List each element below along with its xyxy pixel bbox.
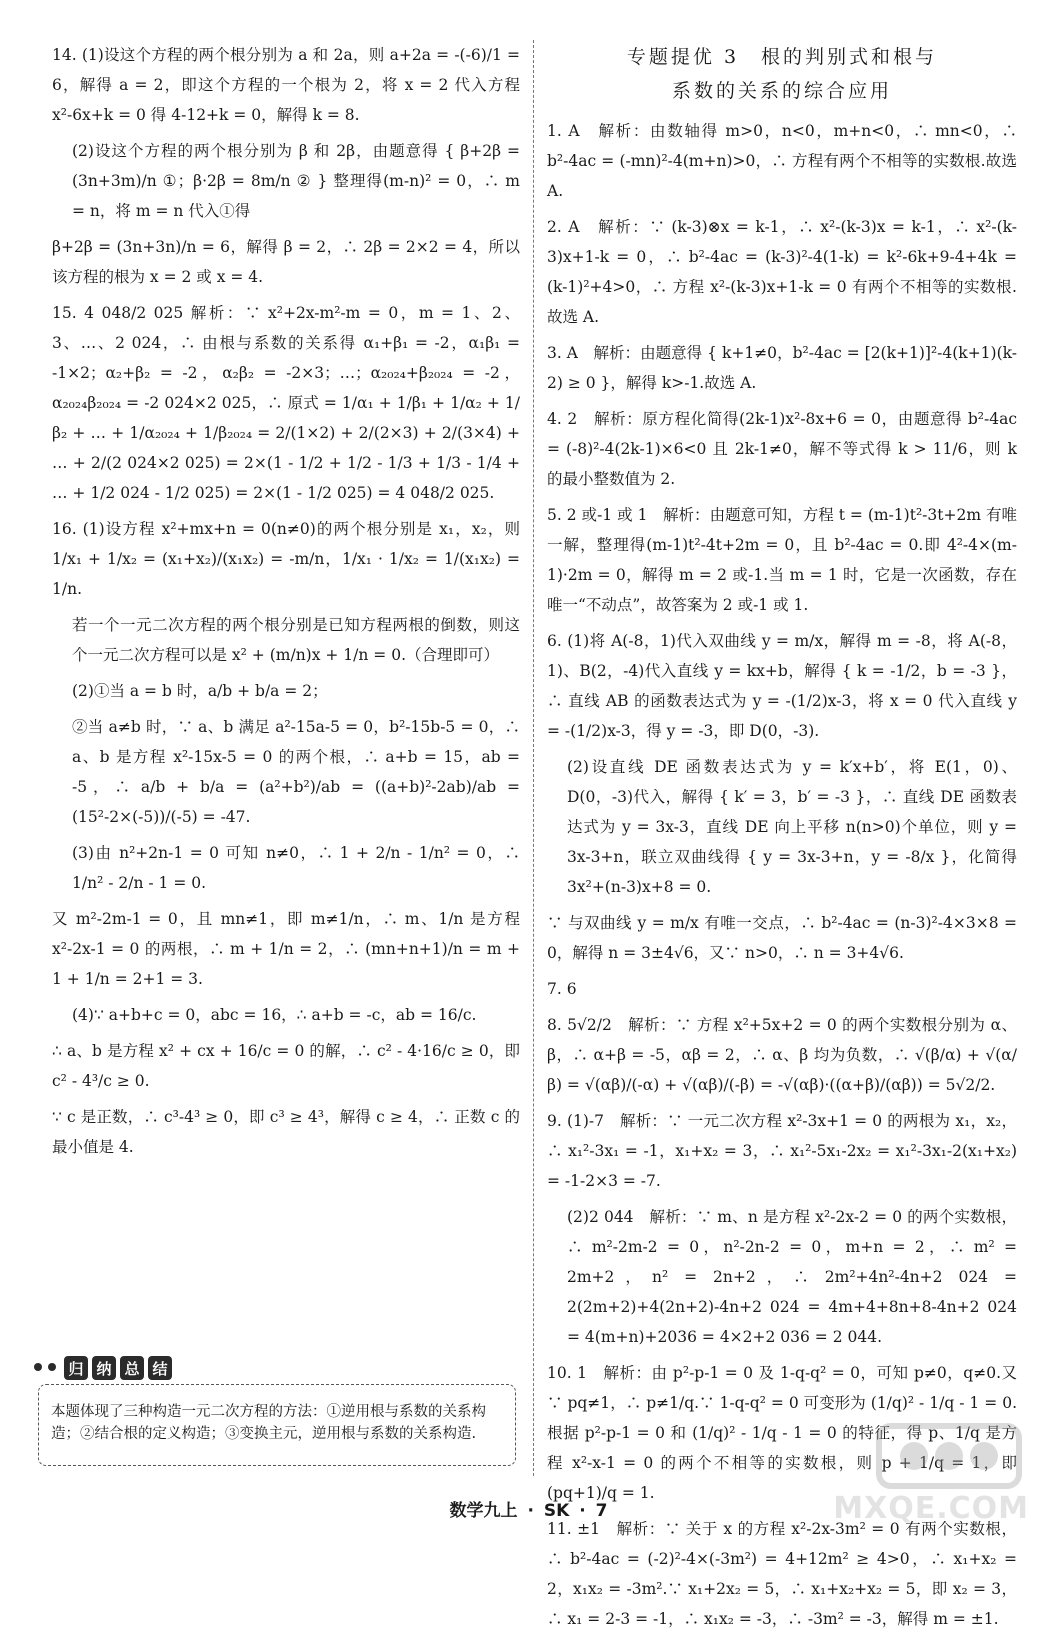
footer-page-number: 7 bbox=[595, 1501, 608, 1521]
answer-16-reciprocal: 若一个一元二次方程的两个根分别是已知方程两根的倒数，则这个一元二次方程可以是 x² + (m/n)x + 1/n = 0.（合理即可） bbox=[72, 616, 520, 664]
bullet-icon bbox=[48, 1363, 56, 1371]
summary-box bbox=[38, 1384, 516, 1466]
topic-title-line1: 专题提优 3 根的判别式和根与 bbox=[626, 46, 938, 68]
answer-15: 15. 4 048/2 025 解析：∵ x²+2x-m²-m = 0，m = 1、2、3、…、2 024，∴ 由根与系数的关系得 α₁+β₁ = -2，α₁β₁ = -1×2；α₂+β₂ = -2，α₂β₂ = -2×3；…；α₂₀₂₄+β₂₀₂₄ = -2，α₂₀₂₄β₂₀₂₄ = -2 024×2 025，∴ 原式 = 1/α₁ + 1/β₁ + 1/α₂ + 1/β₂ + … + 1/α₂₀₂₄ + 1/β₂₀₂₄ = 2/(1×2) + 2/(2×3) + 2/(3×4) + … + 2/(2 024×2 025) = 2×(1 - 1/2 + 1/2 - 1/3 + 1/3 - 1/4 + … + 1/2 024 - 1/2 025) = 2×(1 - 1/2 025) = 4 048/2 025. bbox=[52, 304, 520, 502]
answer-r4: 4. 2 解析：原方程化简得(2k-1)x²-8x+6 = 0，由题意得 b²-4ac = (-8)²-4(2k-1)×6<0 且 2k-1≠0，解不等式得 k > 11/6，则 k 的最小整数值为 2. bbox=[547, 410, 1017, 488]
answer-r3: 3. A 解析：由题意得 { k+1≠0，b²-4ac = [2(k+1)]²-4(k+1)(k-2) ≥ 0 }，解得 k>-1.故选 A. bbox=[547, 344, 1017, 392]
answer-r7: 7. 6 bbox=[547, 980, 577, 998]
answer-r9-part1: 9. (1)-7 解析：∵ 一元二次方程 x²-3x+1 = 0 的两根为 x₁，x₂，∴ x₁²-3x₁ = -1，x₁+x₂ = 3，∴ x₁²-5x₁-2x₂ = x₁²-3x₁-2(x₁+x₂) = -1-2×3 = -7. bbox=[547, 1112, 1017, 1190]
left-column bbox=[52, 40, 520, 1486]
answer-16-part1: 16. (1)设方程 x²+mx+n = 0(n≠0)的两个根分别是 x₁，x₂，则 1/x₁ + 1/x₂ = (x₁+x₂)/(x₁x₂) = -m/n，1/x₁ · 1/x₂ = 1/(x₁x₂) = 1/n. bbox=[52, 520, 520, 598]
answer-14-part1: 14. (1)设这个方程的两个根分别为 a 和 2a，则 a+2a = -(-6)/1 = 6，解得 a = 2，即这个方程的一个根为 2，将 x = 2 代入方程 x²-6x+k = 0 得 4-12+k = 0，解得 k = 8. bbox=[52, 46, 520, 124]
answer-16-part4-cont: ∴ a、b 是方程 x² + cx + 16/c = 0 的解，∴ c² - 4·16/c ≥ 0，即 c² - 4³/c ≥ 0. bbox=[52, 1042, 520, 1090]
bullet-icon bbox=[34, 1363, 42, 1371]
watermark-logo bbox=[833, 1416, 1029, 1526]
summary-tag bbox=[30, 1354, 168, 1384]
answer-14-part2: (2)设这个方程的两个根分别为 β 和 2β，由题意得 { β+2β = (3n+3m)/n ①；β·2β = 8m/n ② } 整理得(m-n)² = 0，∴ m = n，将 m = n 代入①得 bbox=[72, 142, 520, 220]
answer-16-part2-case2: ②当 a≠b 时，∵ a、b 满足 a²-15a-5 = 0，b²-15b-5 = 0，∴ a、b 是方程 x²-15x-5 = 0 的两个根，∴ a+b = 15，ab = -5，∴ a/b + b/a = (a²+b²)/ab = ((a+b)²-2ab)/ab = (15²-2×(-5))/(-5) = -47. bbox=[72, 718, 520, 826]
column-divider bbox=[533, 40, 534, 1476]
footer-dot: · bbox=[579, 1501, 586, 1521]
answer-16-conclusion: ∵ c 是正数，∴ c³-4³ ≥ 0，即 c³ ≥ 4³，解得 c ≥ 4，∴ 正数 c 的最小值是 4. bbox=[52, 1108, 520, 1156]
answer-r11: 11. ±1 解析：∵ 关于 x 的方程 x²-2x-3m² = 0 有两个实数根，∴ b²-4ac = (-2)²-4×(-3m²) = 4+12m² ≥ 4>0，∴ x₁+x₂ = 2，x₁x₂ = -3m².∵ x₁+2x₂ = 5，∴ x₁+x₂+x₂ = 5，即 x₂ = 3，∴ x₁ = 2-3 = -1，∴ x₁x₂ = -3，∴ -3m² = -3，解得 m = ±1. bbox=[547, 1520, 1017, 1628]
footer-book: 数学九上 bbox=[449, 1501, 518, 1521]
topic-title-line2: 系数的关系的综合应用 bbox=[671, 80, 892, 102]
answer-16-part2-case1: (2)①当 a = b 时，a/b + b/a = 2； bbox=[72, 682, 328, 700]
answer-r6-part1: 6. (1)将 A(-8，1)代入双曲线 y = m/x，解得 m = -8，将 A(-8，1)、B(2，-4)代入直线 y = kx+b，解得 { k = -1/2，b = -3 }，∴ 直线 AB 的函数表达式为 y = -(1/2)x-3，将 x = 0 代入直线 y = -(1/2)x-3，得 y = -3，即 D(0，-3). bbox=[547, 632, 1017, 740]
answer-16-part3: (3)由 n²+2n-1 = 0 可知 n≠0，∴ 1 + 2/n - 1/n² = 0，∴ 1/n² - 2/n - 1 = 0. bbox=[72, 844, 520, 892]
footer-dot: · bbox=[527, 1501, 534, 1521]
summary-char: 纳 bbox=[92, 1356, 116, 1380]
answer-r1: 1. A 解析：由数轴得 m>0，n<0，m+n<0，∴ mn<0，∴ b²-4ac = (-mn)²-4(m+n)>0，∴ 方程有两个不相等的实数根.故选 A. bbox=[547, 122, 1017, 200]
answer-r2: 2. A 解析：∵ (k-3)⊗x = k-1，∴ x²-(k-3)x = k-1，∴ x²-(k-3)x+1-k = 0，∴ b²-4ac = (k-3)²-4(1-k) = k²-6k+9-4+4k = (k-1)²+4>0，∴ 方程 x²-(k-3)x+1-k = 0 有两个不相等的实数根.故选 A. bbox=[547, 218, 1017, 326]
answer-r5: 5. 2 或-1 或 1 解析：由题意可知，方程 t = (m-1)t²-3t+2m 有唯一解，整理得(m-1)t²-4t+2m = 0，且 b²-4ac = 0.即 4²-4×(m-1)·2m = 0，解得 m = 2 或-1.当 m = 1 时，它是一次函数，存在唯一“不动点”，故答案为 2 或-1 或 1. bbox=[547, 506, 1017, 614]
answer-r8: 8. 5√2/2 解析：∵ 方程 x²+5x+2 = 0 的两个实数根分别为 α、β，∴ α+β = -5，αβ = 2，∴ α、β 均为负数，∴ √(β/α) + √(α/β) = √(αβ)/(-α) + √(αβ)/(-β) = -√(αβ)·((α+β)/(αβ)) = 5√2/2. bbox=[547, 1016, 1017, 1094]
answer-16-part3-cont: 又 m²-2m-1 = 0，且 mn≠1，即 m≠1/n，∴ m、1/n 是方程 x²-2x-1 = 0 的两根，∴ m + 1/n = 2，∴ (mn+n+1)/n = m + 1 + 1/n = 2+1 = 3. bbox=[52, 910, 520, 988]
answer-r6-part2: (2)设直线 DE 函数表达式为 y = k′x+b′，将 E(1，0)、D(0，-3)代入，解得 { k′ = 3，b′ = -3 }，∴ 直线 DE 函数表达式为 y = 3x-3，直线 DE 向上平移 n(n>0)个单位，则 y = 3x-3+n，联立双曲线得 { y = 3x-3+n，y = -8/x }，化简得 3x²+(n-3)x+8 = 0. bbox=[567, 758, 1017, 896]
answer-16-part4: (4)∵ a+b+c = 0，abc = 16，∴ a+b = -c，ab = 16/c. bbox=[72, 1006, 477, 1024]
answer-r6-conclusion: ∵ 与双曲线 y = m/x 有唯一交点，∴ b²-4ac = (n-3)²-4×3×8 = 0，解得 n = 3±4√6，又∵ n>0，∴ n = 3+4√6. bbox=[547, 914, 1017, 962]
summary-char: 总 bbox=[120, 1356, 144, 1380]
summary-char: 结 bbox=[148, 1356, 172, 1380]
watermark-text: MXQE.COM bbox=[833, 1491, 1029, 1526]
answer-14-conclusion: β+2β = (3n+3n)/n = 6，解得 β = 2，∴ 2β = 2×2 = 4，所以该方程的根为 x = 2 或 x = 4. bbox=[52, 238, 520, 286]
footer-edition: SK bbox=[543, 1501, 570, 1521]
answer-r9-part2: (2)2 044 解析：∵ m、n 是方程 x²-2x-2 = 0 的两个实数根，∴ m²-2m-2 = 0，n²-2n-2 = 0，m+n = 2，∴ m² = 2m+2，n² = 2n+2，∴ 2m²+4n²-4n+2 024 = 2(2m+2)+4(2n+2)-4n+2 024 = 4m+4+8n+8-4n+2 024 = 4(m+n)+2036 = 4×2+2 036 = 2 044. bbox=[567, 1208, 1017, 1346]
summary-char: 归 bbox=[64, 1356, 88, 1380]
watermark-icon bbox=[869, 1416, 1029, 1496]
answer-r10: 10. 1 解析：由 p²-p-1 = 0 及 1-q-q² = 0，可知 p≠0，q≠0.又∵ pq≠1，∴ p≠1/q.∵ 1-q-q² = 0 可变形为 (1/q)² - 1/q - 1 = 0.根据 p²-p-1 = 0 和 (1/q)² - 1/q - 1 = 0 的特征，得 p、1/q 是方程 x²-x-1 = 0 的两个不相等的实数根，则 p + 1/q = 1，即 (pq+1)/q = 1. bbox=[547, 1364, 1017, 1502]
summary-text: 本题体现了三种构造一元二次方程的方法：①逆用根与系数的关系构造；②结合根的定义构造；③变换主元，逆用根与系数的关系构造. bbox=[51, 1404, 486, 1442]
